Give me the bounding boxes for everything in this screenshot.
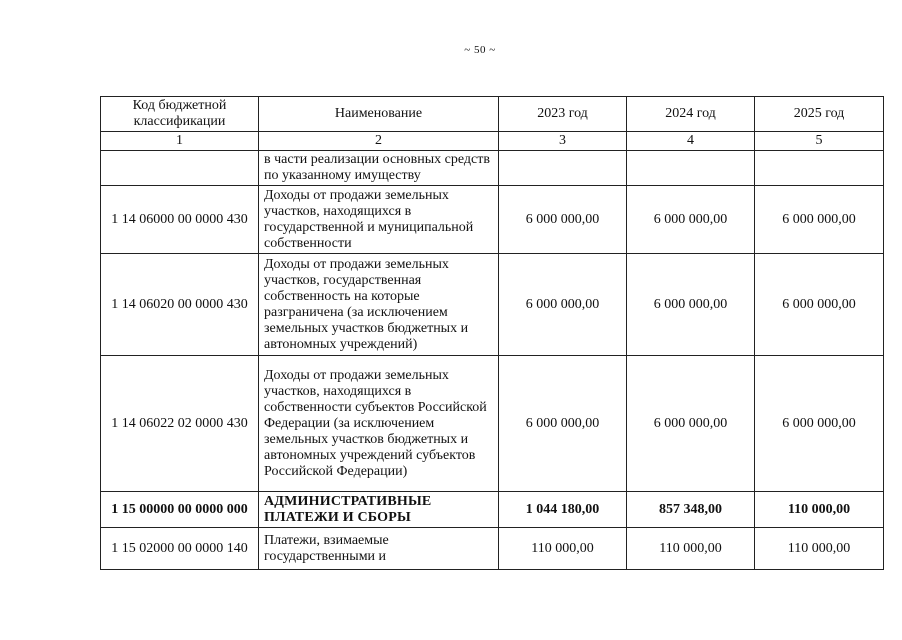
table-row <box>101 254 884 356</box>
amount-2023-cell: 110 000,00 <box>499 528 627 570</box>
code-cell: 1 14 06000 00 0000 430 <box>101 186 259 254</box>
amount-2024-cell: 857 348,00 <box>627 492 755 528</box>
header-name: Наименование <box>259 97 499 132</box>
amount-2024-cell: 6 000 000,00 <box>627 356 755 492</box>
table-row <box>101 356 884 492</box>
code-cell: 1 14 06020 00 0000 430 <box>101 254 259 356</box>
table-row <box>101 151 884 186</box>
column-number: 5 <box>755 132 884 151</box>
name-cell: Доходы от продажи земельных участков, находящихся в собственности субъектов Российской Федерации (за исключением земельных участков бюджетных и автономных учреждений субъектов Российской Федерации) <box>259 356 499 492</box>
amount-2025-cell: 6 000 000,00 <box>755 356 884 492</box>
code-cell: 1 15 00000 00 0000 000 <box>101 492 259 528</box>
amount-2024-cell: 110 000,00 <box>627 528 755 570</box>
amount-2025-cell: 110 000,00 <box>755 492 884 528</box>
amount-2025-cell: 6 000 000,00 <box>755 254 884 356</box>
table-row <box>101 186 884 254</box>
amount-2025-cell: 110 000,00 <box>755 528 884 570</box>
column-number: 4 <box>627 132 755 151</box>
amount-2023-cell: 1 044 180,00 <box>499 492 627 528</box>
amount-2025-cell <box>755 151 884 186</box>
header-row <box>101 97 884 132</box>
name-cell: АДМИНИСТРАТИВНЫЕ ПЛАТЕЖИ И СБОРЫ <box>259 492 499 528</box>
header-2023: 2023 год <box>499 97 627 132</box>
code-cell: 1 15 02000 00 0000 140 <box>101 528 259 570</box>
name-cell: Доходы от продажи земельных участков, государственная собственность на которые разграничена (за исключением земельных участков бюджетных и автономных учреждений) <box>259 254 499 356</box>
code-cell: 1 14 06022 02 0000 430 <box>101 356 259 492</box>
column-number: 3 <box>499 132 627 151</box>
amount-2023-cell: 6 000 000,00 <box>499 186 627 254</box>
name-cell: в части реализации основных средств по указанному имуществу <box>259 151 499 186</box>
amount-2023-cell <box>499 151 627 186</box>
budget-table <box>100 96 884 570</box>
header-2024: 2024 год <box>627 97 755 132</box>
table-row-total <box>101 492 884 528</box>
amount-2023-cell: 6 000 000,00 <box>499 356 627 492</box>
column-number-row <box>101 132 884 151</box>
name-cell: Платежи, взимаемые государственными и <box>259 528 499 570</box>
amount-2024-cell <box>627 151 755 186</box>
page-number: ~ 50 ~ <box>464 44 496 56</box>
amount-2024-cell: 6 000 000,00 <box>627 254 755 356</box>
header-2025: 2025 год <box>755 97 884 132</box>
table-header <box>101 97 884 151</box>
column-number: 1 <box>101 132 259 151</box>
table-row <box>101 528 884 570</box>
name-cell: Доходы от продажи земельных участков, находящихся в государственной и муниципальной собственности <box>259 186 499 254</box>
amount-2023-cell: 6 000 000,00 <box>499 254 627 356</box>
table-body <box>101 151 884 570</box>
amount-2024-cell: 6 000 000,00 <box>627 186 755 254</box>
header-code: Код бюджетной классификации <box>101 97 259 132</box>
column-number: 2 <box>259 132 499 151</box>
code-cell <box>101 151 259 186</box>
amount-2025-cell: 6 000 000,00 <box>755 186 884 254</box>
